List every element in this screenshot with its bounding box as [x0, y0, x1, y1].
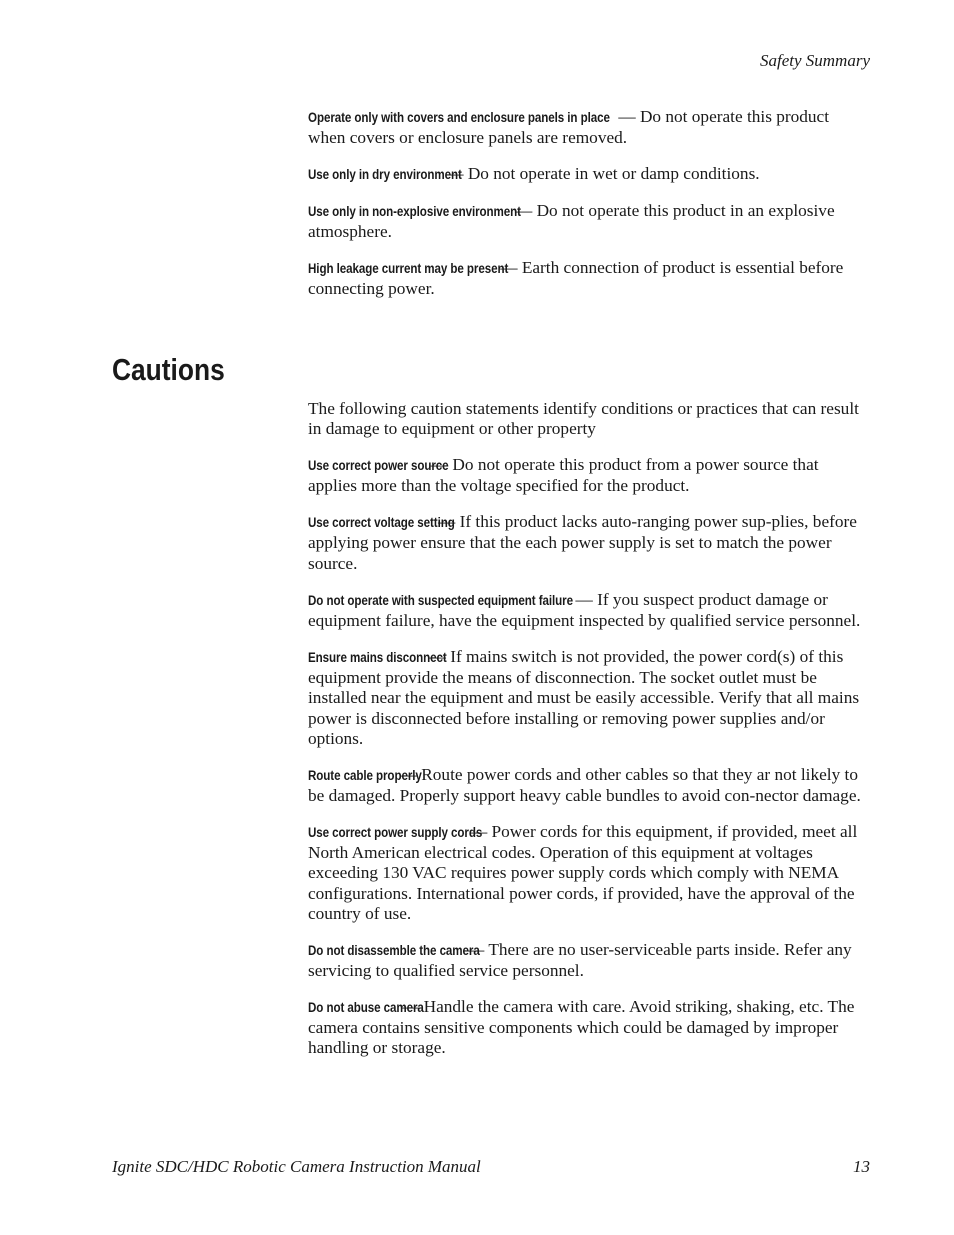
safety-term: Use only in non-explosive environment [308, 203, 521, 219]
footer-page-number: 13 [853, 1157, 870, 1176]
footer-manual-title: Ignite SDC/HDC Robotic Camera Instruction Manual [112, 1157, 481, 1176]
caution-term: Use correct voltage setting [308, 515, 455, 531]
safety-text: — Do not operate in wet or damp conditions. [441, 164, 760, 184]
caution-text: — If mains switch is not provided, the power cord(s) of this equipment provide the means of disconnection. The socket outlet must be installed near the equipment and must be easily accessible. Verify that all mains power is disconnected before installing or removing power supplies and/or options. [308, 646, 860, 748]
caution-item [308, 940, 870, 982]
caution-item [308, 647, 870, 749]
safety-item [308, 164, 870, 185]
cautions-intro: The following caution statements identify conditions or practices that can result in damage to equipment or other property [308, 399, 859, 439]
caution-item [308, 997, 870, 1059]
safety-term: Use only in dry environment [308, 167, 462, 183]
cautions-list [308, 399, 870, 1074]
caution-term: Ensure mains disconnect [308, 649, 447, 665]
caution-item [308, 822, 870, 924]
top-safety-list [308, 107, 870, 315]
caution-term: Do not disassemble the camera [308, 942, 480, 958]
caution-text: — If this product lacks auto-ranging power sup-plies, before applying power ensure that the each power supply is set to match the power source. [308, 512, 857, 573]
caution-text: — Route power cords and other cables so that they ar not likely to be damaged. Properly support heavy cable bundles to avoid con-nector damage. [308, 764, 861, 805]
safety-term: High leakage current may be present [308, 260, 509, 276]
caution-item [308, 455, 870, 497]
safety-text: — Do not operate this product in an explosive atmosphere. [308, 200, 835, 242]
safety-item [308, 201, 870, 243]
caution-text: — If you suspect product damage or equipment failure, have the equipment inspected by qualified service personnel. [308, 589, 861, 630]
safety-term: Operate only with covers and enclosure panels in place [308, 110, 610, 125]
running-header: Safety Summary [759, 51, 870, 70]
caution-text: — Power cords for this equipment, if provided, meet all North American electrical codes. Operation of this equipment at voltages exceeding 130 VAC requires power supply cords which comply with NEMA configurations. International power cords, if provided, have the approval of the country of use. [308, 821, 858, 923]
caution-item [308, 512, 870, 574]
caution-text: — Handle the camera with care. Avoid striking, shaking, etc. The camera contains sensitive components which could be damaged by improper handling or storage. [308, 996, 855, 1058]
caution-term: Do not abuse camera [308, 999, 424, 1015]
caution-term: Route cable properly [308, 767, 422, 783]
caution-term: Use correct power source [308, 458, 449, 474]
safety-text: — Do not operate this product when covers or enclosure panels are removed. [308, 107, 830, 148]
caution-text: — There are no user-serviceable parts inside. Refer any servicing to qualified service personnel. [308, 939, 852, 981]
caution-text: — Do not operate this product from a power source that applies more than the voltage specified for the product. [308, 455, 819, 496]
caution-term: Do not operate with suspected equipment failure [308, 592, 573, 608]
cautions-heading: Cautions [112, 352, 225, 387]
safety-item [308, 107, 870, 149]
safety-text: — Earth connection of product is essential before connecting power. [308, 257, 844, 299]
caution-term: Use correct power supply cords [308, 824, 483, 840]
safety-item [308, 258, 870, 300]
caution-item [308, 765, 870, 807]
caution-item [308, 590, 870, 632]
